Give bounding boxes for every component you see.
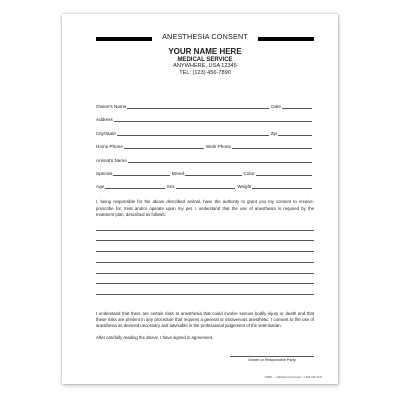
home-phone-label: Home Phone [96, 144, 123, 150]
signature-caption: Owner or Responsible Party [248, 357, 296, 362]
breed-field[interactable] [185, 170, 241, 176]
treatment-line[interactable] [96, 252, 314, 263]
animal-name-label: Animal's Name [96, 157, 127, 163]
row-animal-name [96, 149, 314, 162]
form-title: ANESTHESIA CONSENT [162, 32, 248, 41]
breed-label: Breed [171, 171, 185, 177]
treatment-line[interactable] [96, 263, 314, 274]
form-footer: Y0680 — ©Medical Arts Press® • 1-800-328-2179 [264, 376, 322, 379]
species-field[interactable] [113, 170, 169, 176]
zip-label: Zip [270, 130, 277, 136]
sex-label: Sex [166, 184, 175, 190]
business-phone: TEL: (123) 456-7890 [179, 69, 231, 76]
row-species [96, 163, 314, 176]
zip-field[interactable] [278, 130, 312, 136]
color-field[interactable] [256, 170, 312, 176]
address-label: Address [96, 117, 113, 123]
age-label: Age [96, 184, 105, 190]
consent-paragraph-3: After carefully reading the above, I have signed in agreement. [96, 334, 214, 340]
age-field[interactable] [105, 183, 165, 189]
date-field[interactable] [282, 103, 312, 109]
row-age [96, 176, 314, 189]
form-title-banner [96, 32, 314, 46]
treatment-line[interactable] [96, 284, 314, 295]
weight-field[interactable] [252, 183, 312, 189]
city-state-field[interactable] [117, 130, 269, 136]
owner-name-label: Owner's Name [96, 104, 127, 110]
animal-name-field[interactable] [128, 157, 312, 163]
title-rule-right [258, 37, 314, 41]
business-address: ANYWHERE, USA 12345 [173, 63, 237, 70]
business-name: YOUR NAME HERE [168, 47, 242, 56]
row-city-zip [96, 122, 314, 135]
signature-line[interactable] [230, 356, 314, 357]
business-service: MEDICAL SERVICE [177, 56, 233, 63]
weight-label: Weight [237, 184, 252, 190]
treatment-line[interactable] [96, 274, 314, 285]
work-phone-field[interactable] [232, 143, 312, 149]
business-header [96, 48, 314, 76]
home-phone-field[interactable] [124, 143, 204, 149]
consent-form-sheet [62, 14, 338, 384]
owner-name-field[interactable] [127, 103, 269, 109]
color-label: Color [243, 171, 255, 177]
treatment-line[interactable] [96, 231, 314, 242]
sex-field[interactable] [176, 183, 236, 189]
treatment-line[interactable] [96, 241, 314, 252]
treatment-plan-lines [96, 220, 314, 295]
city-state-label: City/State [96, 130, 116, 136]
work-phone-label: Work Phone [205, 144, 232, 150]
treatment-line[interactable] [96, 220, 314, 231]
form-fields [96, 96, 314, 190]
species-label: Species [96, 171, 113, 177]
consent-paragraph-1: I, being responsible for the above described animal, have the authority to grant you my consent to receive, prescribe for, treat and/or operate upon my pet. I understand that the use of anesthesia is required by the treatment plan, described as follows: [96, 199, 314, 217]
consent-paragraph-2: I understand that there are certain risks to anesthesia that could involve serious bodily injury or death and that these risks are present in any procedure that requires a general or intravenous anesthetic. I consent to the use of anesthesia as deemed necessary and advisable in the professional judgement of the veterinarian. [96, 310, 314, 329]
row-address [96, 109, 314, 122]
address-field[interactable] [114, 116, 312, 122]
row-owner-date [96, 96, 314, 109]
date-label: Date [271, 104, 281, 110]
row-phones [96, 136, 314, 149]
signature-block [96, 356, 314, 362]
title-rule-left [96, 37, 152, 41]
